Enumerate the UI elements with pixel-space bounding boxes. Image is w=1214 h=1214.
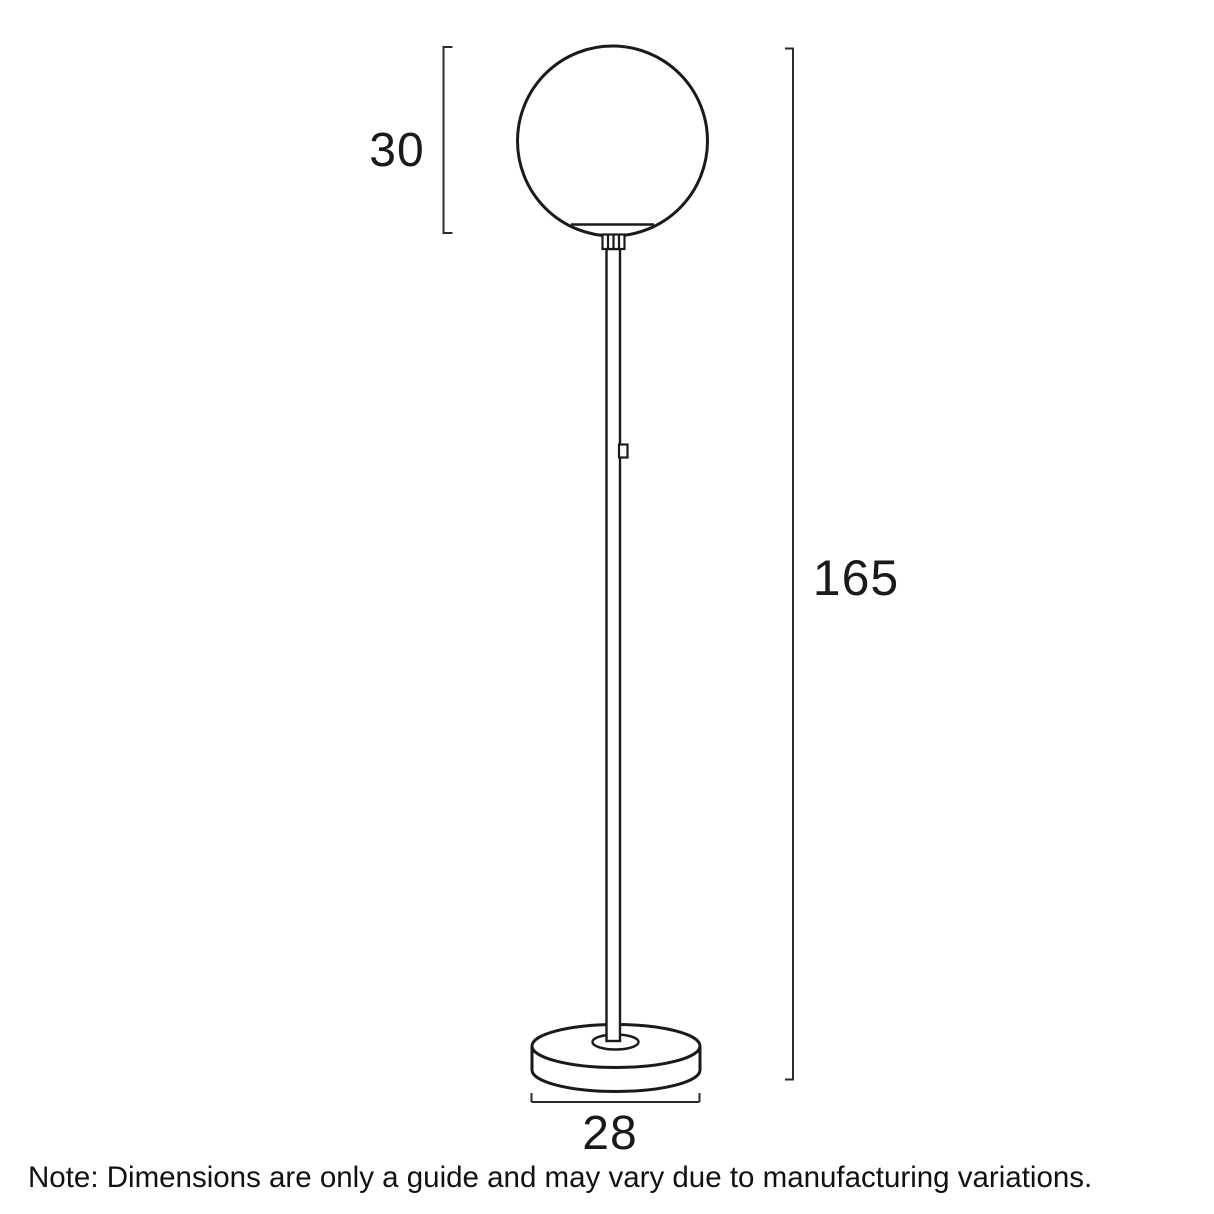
pole-switch: [619, 445, 628, 458]
dim-label-total-height: 165: [812, 550, 900, 606]
dim-label-globe-height: 30: [369, 124, 425, 177]
dimensions-note: Note: Dimensions are only a guide and may vary due to manufacturing variations.: [28, 1161, 1093, 1194]
globe-outline: [518, 46, 708, 236]
dim-bracket-globe: [444, 46, 453, 234]
dim-line-total-height: [785, 48, 793, 1081]
lamp-pole: [607, 249, 621, 1041]
dim-label-base-width: 28: [582, 1107, 638, 1160]
lamp-outline: [518, 46, 708, 1091]
dim-line-base-width: [532, 1093, 700, 1102]
base-bottom-arc: [532, 1070, 700, 1091]
neck-fitting: [603, 235, 625, 250]
